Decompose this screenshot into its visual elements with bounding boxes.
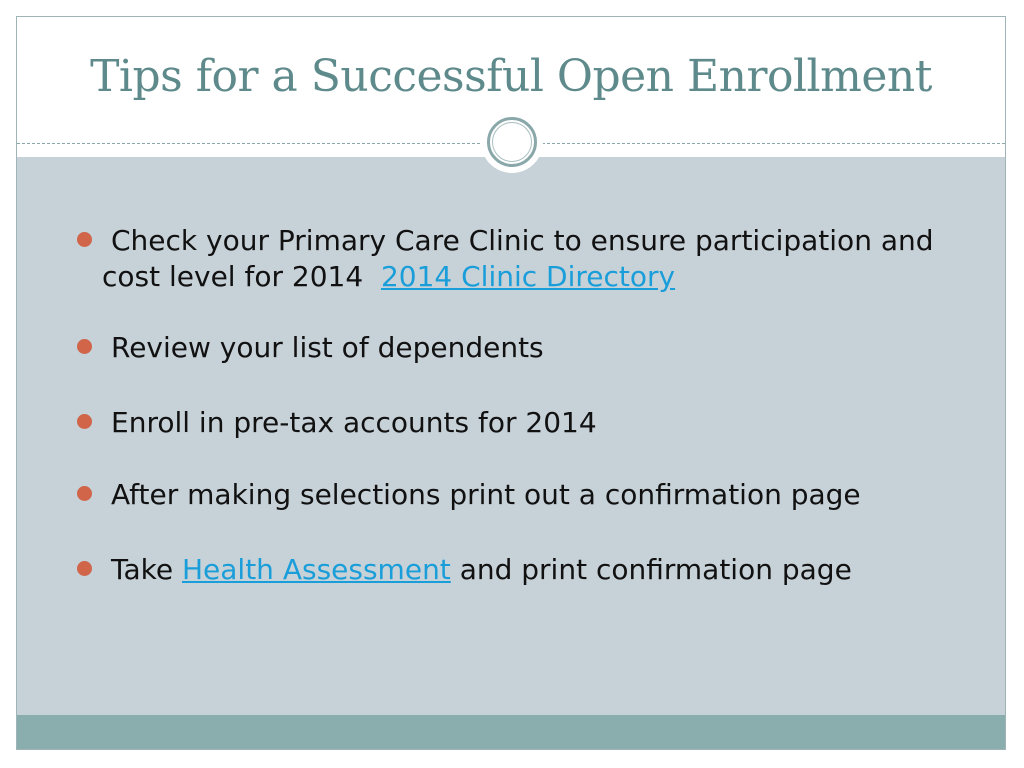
circle-ornament-icon [481, 111, 543, 173]
bullet-text-before: Check your Primary Care Clinic to ensure participation and cost level for 2014 [102, 224, 934, 293]
bullet-item-pretax-accounts [77, 405, 977, 441]
bullet-item-check-clinic [77, 223, 977, 295]
footer-bar [17, 715, 1005, 749]
bullet-item-health-assessment [77, 552, 977, 588]
bullet-text [77, 223, 977, 295]
ornament-inner-ring [492, 122, 532, 162]
bullet-dot-icon [77, 232, 92, 247]
bullet-text: Review your list of dependents [111, 331, 544, 364]
bullet-item-print-confirmation [77, 477, 977, 513]
bullet-text: Enroll in pre-tax accounts for 2014 [111, 406, 597, 439]
slide-title: Tips for a Successful Open Enrollment [90, 51, 932, 102]
content-area [17, 157, 1005, 715]
bullet-text-before: Take [111, 553, 182, 586]
bullet-text: After making selections print out a confirmation page [111, 478, 861, 511]
slide [16, 16, 1006, 750]
bullet-text [77, 552, 977, 588]
bullet-list [17, 157, 1005, 715]
bullet-dot-icon [77, 486, 92, 501]
bullet-dot-icon [77, 561, 92, 576]
bullet-dot-icon [77, 339, 92, 354]
clinic-directory-link[interactable]: 2014 Clinic Directory [380, 260, 676, 293]
health-assessment-link[interactable]: Health Assessment [181, 553, 451, 586]
bullet-item-review-dependents [77, 330, 977, 366]
bullet-text-after: and print confirmation page [450, 553, 852, 586]
bullet-dot-icon [77, 414, 92, 429]
